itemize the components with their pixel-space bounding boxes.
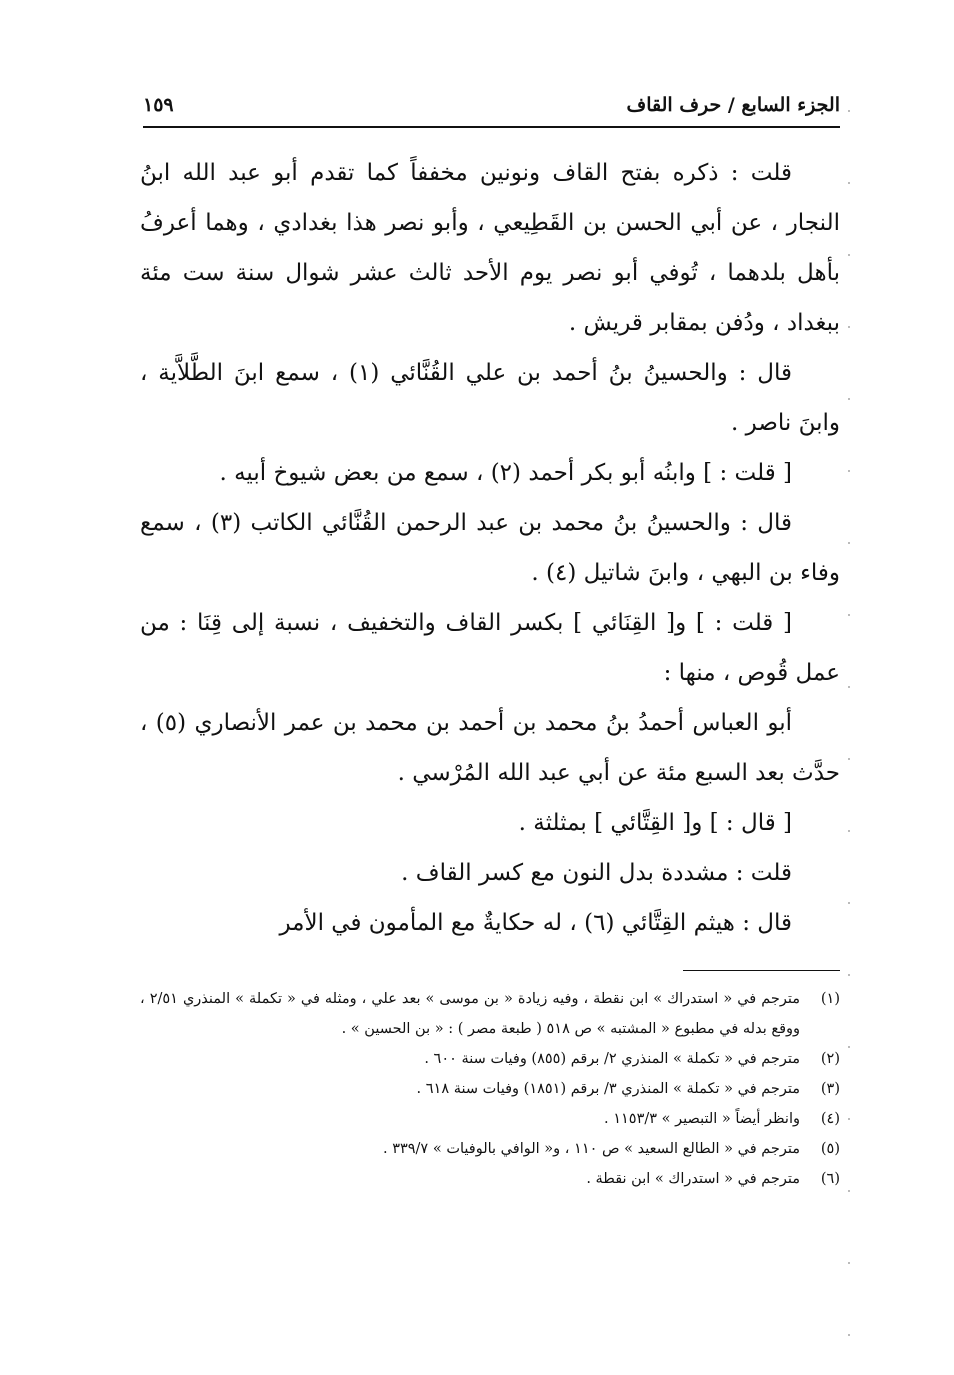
paragraph: قال : والحسينُ بنُ محمد بن عبد الرحمن القُنَّائي الكاتب (٣) ، سمع وفاء بن البهي ، وابنَ شاتيل (٤) . [140, 510, 840, 586]
footnote-text: مترجم في « الطالع السعيد » ص ١١٠ ، و« الوافي بالوفيات » ٣٣٩/٧ . [382, 1141, 800, 1157]
footnote-divider [683, 970, 840, 971]
footnote [140, 1134, 840, 1164]
footnote-number: (٦) [820, 1171, 840, 1187]
paragraph: قال : والحسينُ بنُ أحمد بن علي القُنَّائي (١) ، سمع ابنَ الطَّلاَّية ، وابنَ ناصر . [140, 360, 840, 436]
footnote-number: (٥) [820, 1141, 840, 1157]
paragraph: قلت : ذكره بفتح القاف ونونين مخففاً كما تقدم أبو عبد الله ابنُ النجار ، عن أبي الحسن بن القَطِيعي ، وأبو نصر هذا بغدادي ، وهما أعرفُ بأهل بلدهما ، تُوفي أبو نصر يوم الأحد ثالث عشر شوال سنة ست مئة ببغداد ، ودُفن بمقابر قريش . [140, 160, 840, 336]
paragraph: [ قلت : ] وابنُه أبو بكر أحمد (٢) ، سمع من بعض شيوخ أبيه . [219, 460, 792, 486]
footnote-text: مترجم في « استدراك » ابن نقطة . [586, 1171, 800, 1187]
footnote-number: (١) [820, 991, 840, 1007]
paragraph: قلت : مشددة بدل النون مع كسر القاف . [401, 860, 792, 886]
footnote-text: مترجم في « تكملة » المنذري ٢/ برقم (٨٥٥) وفيات سنة ٦٠٠ . [424, 1051, 800, 1067]
footnote-text: مترجم في « استدراك » ابن نقطة ، وفيه زيادة « بن موسى » بعد علي ، ومثله في « تكملة » المنذري ٢/٥١ ، ووقع بدله في مطبوع « المشتبه » ص ٥١٨ ( طبعة مصر ) : « بن الحسين » . [140, 991, 800, 1037]
footnote-text: مترجم في « تكملة » المنذري ٣/ برقم (١٨٥١) وفيات سنة ٦١٨ . [416, 1081, 800, 1097]
footnotes [140, 984, 840, 1194]
footnote [140, 1104, 840, 1134]
header-title: الجزء السابع / حرف القاف [626, 94, 840, 116]
header-divider [143, 126, 840, 128]
footnote-text: وانظر أيضاً « التبصير » ١١٥٣/٣ . [603, 1111, 800, 1127]
running-header [143, 86, 840, 124]
footnote [140, 1164, 840, 1194]
footnote [140, 1044, 840, 1074]
paragraph: [ قلت : ] و[ القِنَائي ] بكسر القاف والتخفيف ، نسبة إلى قِنَا : من عمل قُوص ، منها : [140, 610, 840, 686]
main-text [140, 148, 840, 948]
page-edge-marks [848, 40, 850, 1340]
paragraph: أبو العباس أحمدُ بنُ محمد بن أحمد بن محمد بن عمر الأنصاري (٥) ، حدَّث بعد السبع مئة عن أبي عبد الله المُرْسي . [140, 710, 840, 786]
footnote-number: (٣) [820, 1081, 840, 1097]
page-number: ١٥٩ [143, 94, 174, 116]
footnote-number: (٢) [820, 1051, 840, 1067]
footnote-number: (٤) [820, 1111, 840, 1127]
paragraph: قال : هيثم القِتَّائي (٦) ، له حكايةٌ مع المأمون في الأمر [279, 910, 792, 936]
footnote [140, 1074, 840, 1104]
footnote [140, 984, 840, 1044]
paragraph: [ قال : ] و[ القِتَّائي ] بمثلثة . [518, 810, 792, 836]
